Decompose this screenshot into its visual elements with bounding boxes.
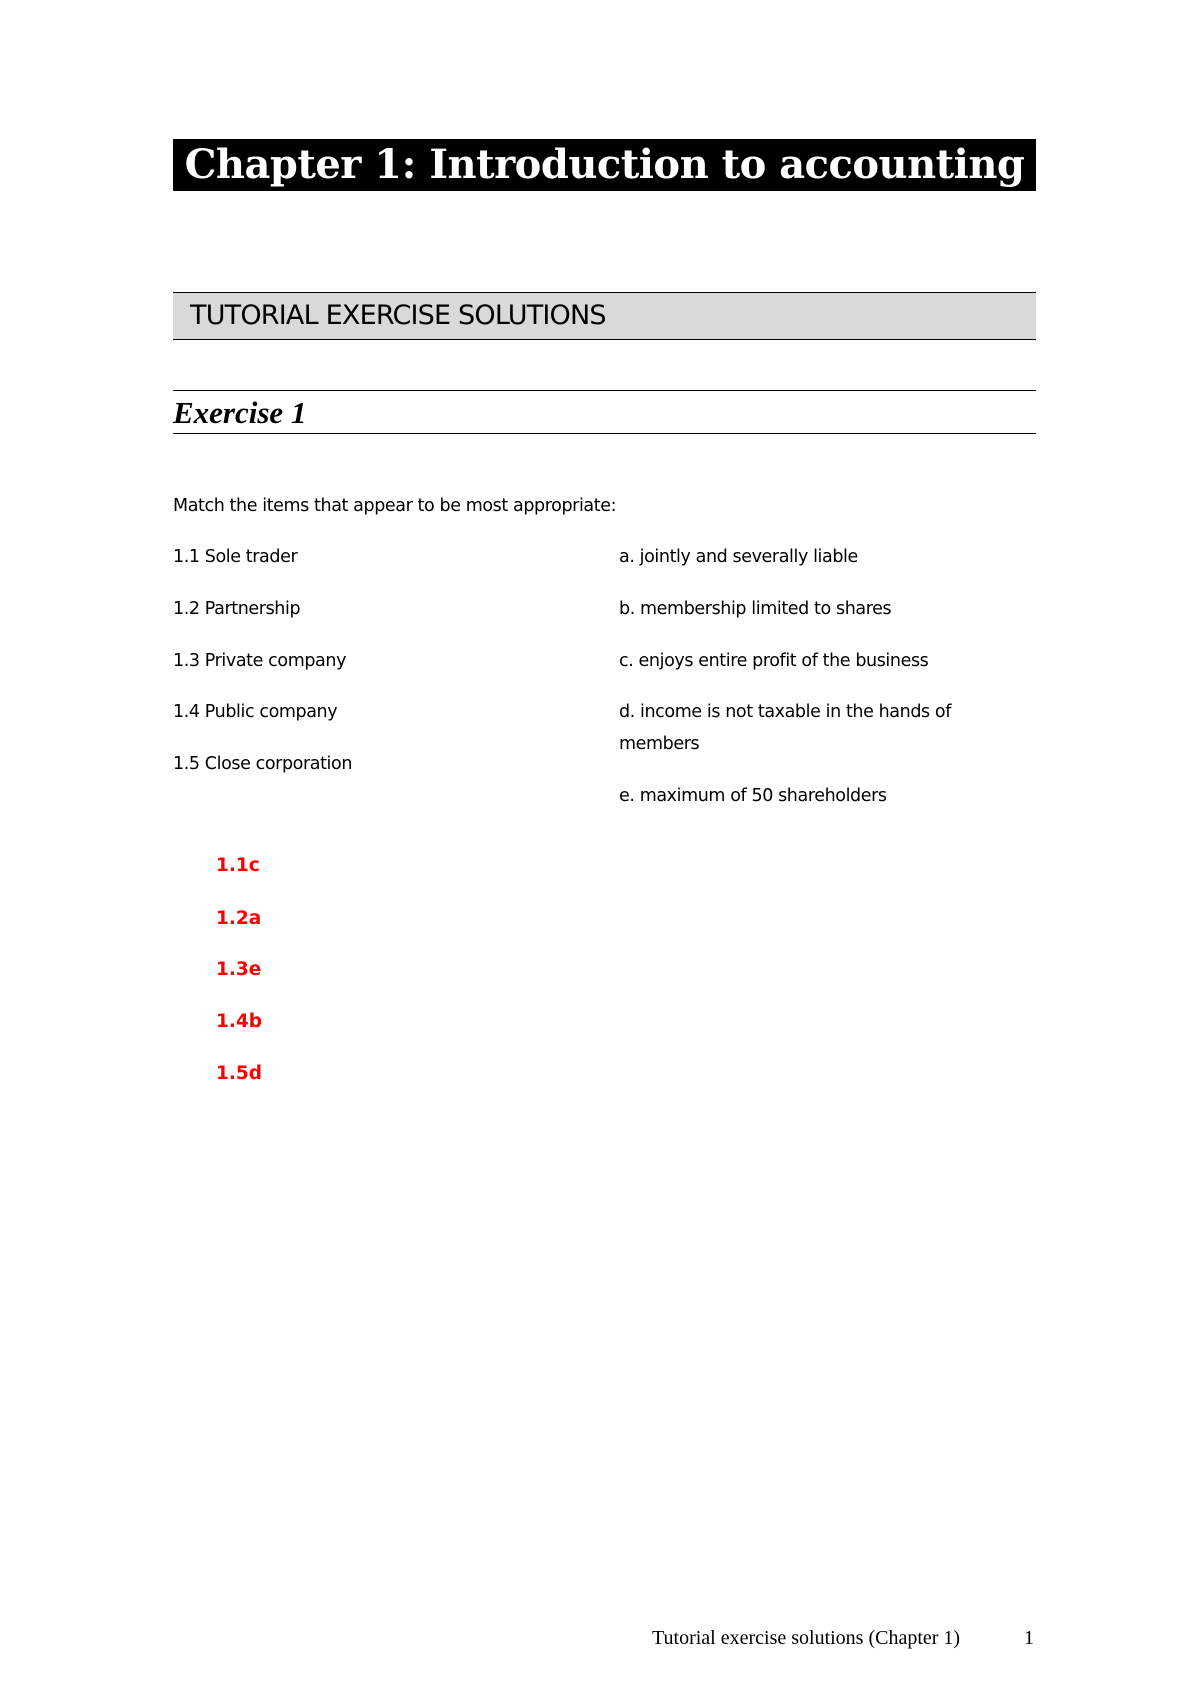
exercise-heading xyxy=(173,390,1036,434)
footer-text: Tutorial exercise solutions (Chapter 1) xyxy=(652,1627,961,1649)
section-banner xyxy=(173,292,1036,340)
answer: 1.3e xyxy=(216,959,262,980)
match-item: 1.4 Public company xyxy=(173,702,338,722)
match-item: 1.2 Partnership xyxy=(173,599,301,619)
answer: 1.1c xyxy=(216,855,260,876)
exercise-title: Exercise 1 xyxy=(173,395,307,430)
match-item: 1.1 Sole trader xyxy=(173,547,298,567)
match-option: a. jointly and severally liable xyxy=(619,547,858,567)
chapter-title: Chapter 1: Introduction to accounting xyxy=(173,139,1036,191)
match-option: e. maximum of 50 shareholders xyxy=(619,786,887,806)
answer: 1.2a xyxy=(216,908,262,929)
match-option: c. enjoys entire profit of the business xyxy=(619,651,929,671)
exercise-instruction: Match the items that appear to be most appropriate: xyxy=(173,496,617,516)
match-option-continuation: members xyxy=(619,734,700,754)
match-option: b. membership limited to shares xyxy=(619,599,892,619)
answer: 1.5d xyxy=(216,1063,263,1084)
answer: 1.4b xyxy=(216,1011,263,1032)
section-title: TUTORIAL EXERCISE SOLUTIONS xyxy=(190,300,606,331)
match-item: 1.5 Close corporation xyxy=(173,754,353,774)
match-item: 1.3 Private company xyxy=(173,651,347,671)
match-option: d. income is not taxable in the hands of xyxy=(619,702,951,722)
page-number: 1 xyxy=(1024,1627,1034,1649)
